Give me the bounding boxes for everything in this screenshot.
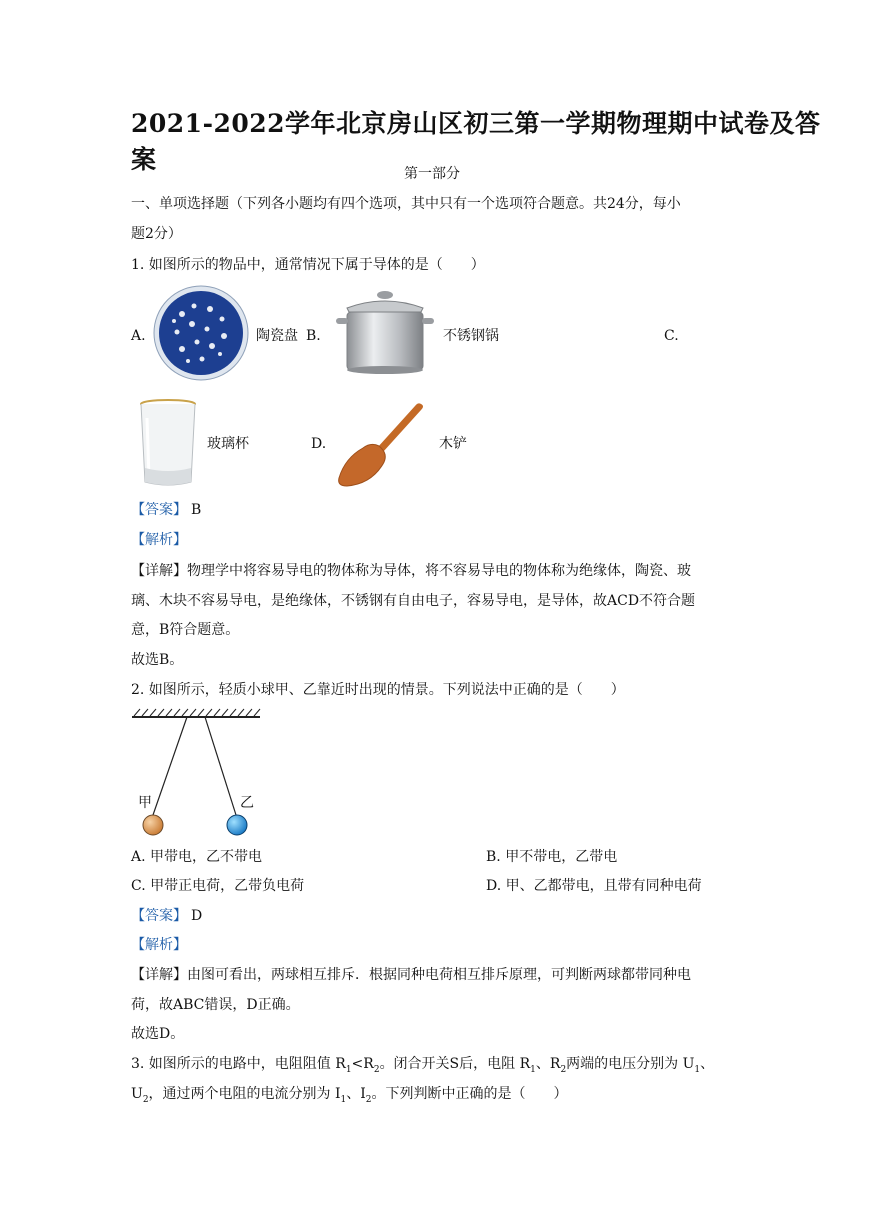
q1-option-b-text: 不锈钢锅 xyxy=(443,328,499,344)
q2-detail-line1 xyxy=(131,965,691,985)
section-heading-line2: 题2分） xyxy=(131,226,182,242)
q1-detail-line2: 璃、木块不容易导电，是绝缘体，不锈钢有自由电子，容易导电，是导体，故ACD不符合题 xyxy=(131,593,696,609)
doc-title-line2: 案 xyxy=(131,145,157,174)
q3-l1-e: 两端的电压分别为 U xyxy=(566,1056,695,1072)
q1-detail-line3: 意，B符合题意。 xyxy=(131,622,240,638)
q3-sub6: 2 xyxy=(142,1094,149,1105)
section-heading-line1: 一、单项选择题（下列各小题均有四个选项，其中只有一个选项符合题意。共24分，每小 xyxy=(131,196,681,212)
porcelain-plate-image xyxy=(152,284,250,382)
q1-answer: B xyxy=(191,502,202,518)
q3-stem-line2 xyxy=(131,1084,568,1110)
q1-option-b-label: B. xyxy=(306,328,321,344)
q3-stem-line1 xyxy=(131,1054,714,1080)
q2-analysis-tag: 【解析】 xyxy=(131,937,187,953)
wooden-spatula-image xyxy=(333,400,433,490)
q1-conclusion: 故选B。 xyxy=(131,652,184,668)
q3-sub7: 1 xyxy=(340,1094,347,1105)
q2-answer: D xyxy=(191,908,203,924)
steel-pot-image xyxy=(333,288,437,380)
ball-label-left: 甲 xyxy=(138,795,152,811)
q2-option-b: B. 甲不带电，乙带电 xyxy=(486,849,618,865)
q2-stem: 2. 如图所示，轻质小球甲、乙靠近时出现的情景。下列说法中正确的是（ ） xyxy=(131,682,625,698)
q3-sub5: 1 xyxy=(694,1064,701,1075)
q3-sub2: 2 xyxy=(373,1064,380,1075)
q3-sub4: 2 xyxy=(560,1064,567,1075)
ball-label-right: 乙 xyxy=(240,795,254,811)
q3-l1-b: <R xyxy=(351,1056,374,1072)
q1-option-d-text: 木铲 xyxy=(439,436,467,452)
q1-option-a-label: A. xyxy=(131,328,146,344)
q2-detail-text1: 由图可看出，两球相互排斥．根据同种电荷相互排斥原理，可判断两球都带同种电 xyxy=(187,967,691,983)
q3-sub3: 1 xyxy=(530,1064,536,1075)
q2-option-a: A. 甲带电，乙不带电 xyxy=(131,849,263,865)
q3-l1-d: 、R xyxy=(535,1056,561,1072)
q1-stem: 1. 如图所示的物品中，通常情况下属于导体的是（ ） xyxy=(131,257,485,273)
q3-sub1: 1 xyxy=(345,1064,352,1075)
doc-title-line1: 2021-2022学年北京房山区初三第一学期物理期中试卷及答 xyxy=(131,109,821,138)
q3-l1-c: 。闭合开关S后，电阻 R xyxy=(379,1056,531,1072)
q1-detail-tag: 【详解】 xyxy=(131,563,187,579)
q1-answer-tag: 【答案】 xyxy=(131,502,187,518)
q2-option-d: D. 甲、乙都带电，且带有同种电荷 xyxy=(486,878,702,894)
q3-l2-c: 、I xyxy=(346,1086,366,1102)
pendulum-diagram xyxy=(130,705,264,840)
q3-l1-a: 3. 如图所示的电路中，电阻阻值 R xyxy=(131,1056,346,1072)
q3-l2-b: ，通过两个电阻的电流分别为 I xyxy=(148,1086,341,1102)
q3-l2-a: U xyxy=(131,1086,143,1102)
q2-option-c: C. 甲带正电荷，乙带负电荷 xyxy=(131,878,305,894)
q1-option-c-label: C. xyxy=(664,328,679,344)
q3-sub8: 2 xyxy=(365,1094,372,1105)
q1-analysis-tag: 【解析】 xyxy=(131,532,187,548)
q3-l1-f: 、 xyxy=(700,1056,715,1072)
part-heading: 第一部分 xyxy=(404,166,460,182)
q2-detail-tag: 【详解】 xyxy=(131,967,187,983)
q1-detail-line1 xyxy=(131,561,691,581)
glass-cup-image xyxy=(139,398,197,488)
q2-answer-tag: 【答案】 xyxy=(131,908,187,924)
q3-l2-d: 。下列判断中正确的是（ ） xyxy=(371,1086,568,1102)
q1-option-a-text: 陶瓷盘 xyxy=(256,328,298,344)
q1-detail-text1: 物理学中将容易导电的物体称为导体，将不容易导电的物体称为绝缘体，陶瓷、玻 xyxy=(187,563,691,579)
q1-option-d-label: D. xyxy=(311,436,327,452)
q2-detail-line2: 荷，故ABC错误，D正确。 xyxy=(131,997,300,1013)
q2-conclusion: 故选D。 xyxy=(131,1026,185,1042)
q1-option-c-text: 玻璃杯 xyxy=(207,436,249,452)
